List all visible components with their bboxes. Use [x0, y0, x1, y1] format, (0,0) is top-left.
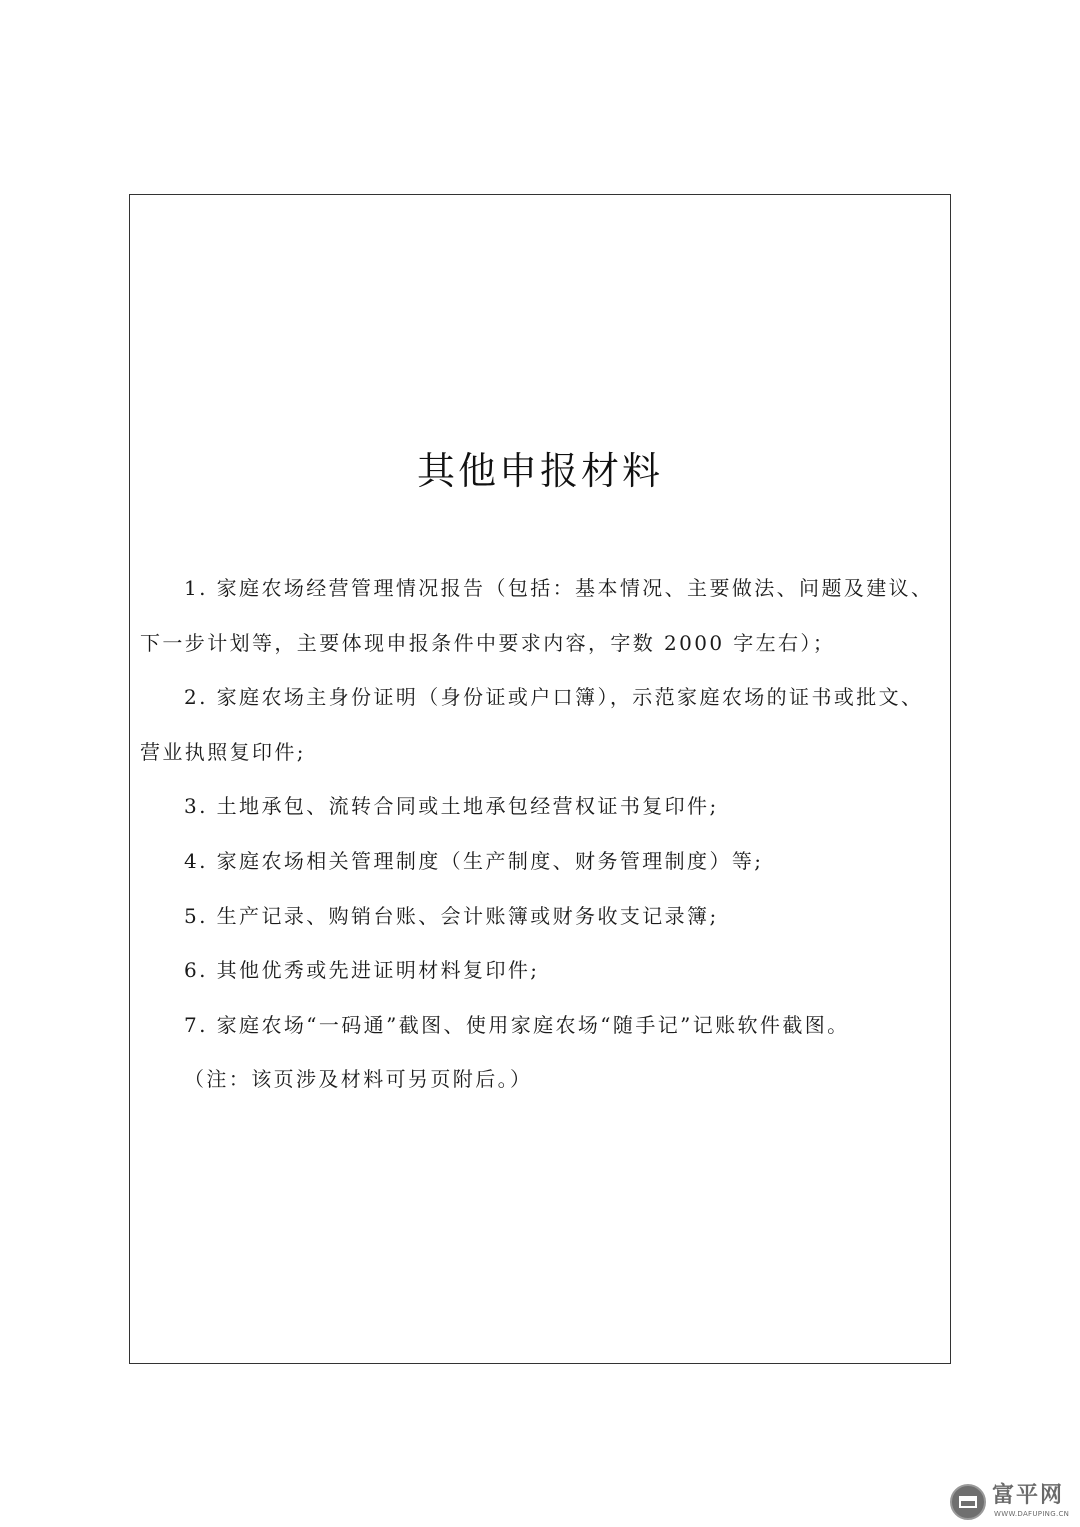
- document-note: （注：该页涉及材料可另页附后。）: [184, 1067, 533, 1092]
- materials-list: [140, 561, 940, 1107]
- document-title: 其他申报材料: [416, 449, 663, 493]
- site-watermark: [946, 1484, 1074, 1522]
- list-item: 1. 家庭农场经营管理情况报告（包括：基本情况、主要做法、问题及建议、下一步计划等，主要体现申报条件中要求内容，字数 2000 字左右）；: [140, 576, 934, 655]
- list-item: 6. 其他优秀或先进证明材料复印件;: [184, 958, 540, 983]
- watermark-domain: WWW.DAFUPING.CN: [994, 1510, 1070, 1518]
- watermark-site-name: 富平网: [992, 1483, 1065, 1508]
- list-item: 5. 生产记录、购销台账、会计账簿或财务收支记录簿;: [184, 903, 719, 928]
- list-item: 2. 家庭农场主身份证明（身份证或户口簿），示范家庭农场的证书或批文、营业执照复印件;: [140, 685, 924, 764]
- list-item: 4. 家庭农场相关管理制度（生产制度、财务管理制度）等;: [184, 848, 764, 873]
- building-seal-icon: [950, 1484, 986, 1520]
- list-item: 3. 土地承包、流转合同或土地承包经营权证书复印件;: [184, 794, 719, 819]
- list-item: 7. 家庭农场“一码通”截图、使用家庭农场“随手记”记账软件截图。: [184, 1012, 850, 1037]
